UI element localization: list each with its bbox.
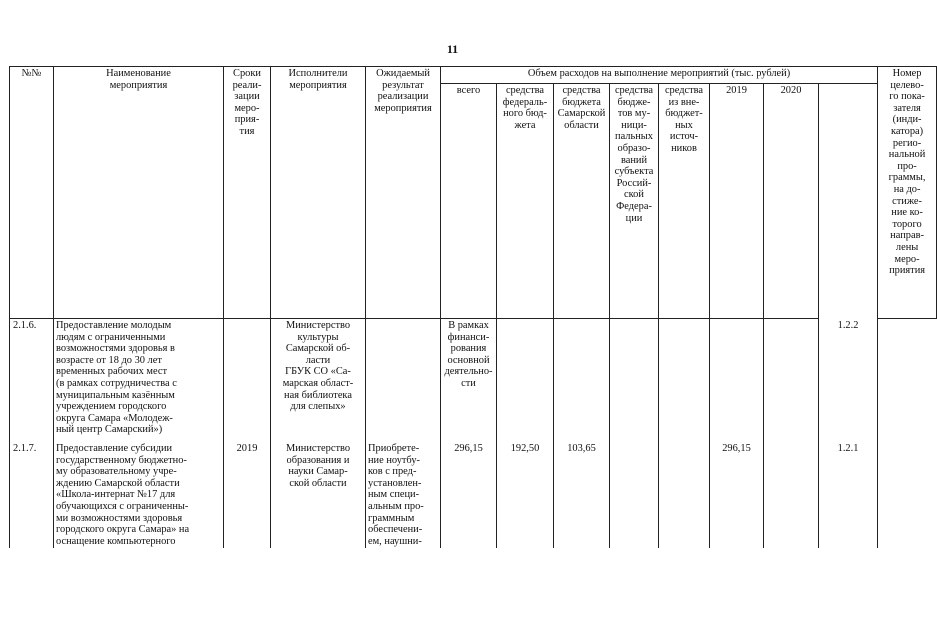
row-period [224, 319, 271, 437]
header-expected-result: Ожидаемый результат реализации мероприятия [366, 67, 441, 319]
header-name: Наименование мероприятия [54, 67, 224, 319]
row-extrabudget [659, 319, 710, 437]
row-total: 296,15 [441, 437, 497, 548]
row-executors: Министерство образования и науки Самар- ской области [271, 437, 366, 548]
header-regional-budget: средства бюджета Самарской области [554, 84, 610, 319]
row-target: 1.2.2 [819, 319, 878, 437]
header-year-2020: 2020 [764, 84, 819, 319]
row-municipal [610, 319, 659, 437]
row-2019 [710, 319, 764, 437]
row-2020 [764, 319, 819, 437]
row-executors: Министерство культуры Самарской об- ласти ГБУК СО «Са- марская област- ная библиотека для слепых» [271, 319, 366, 437]
header-municipal-budget: средства бюдже- тов му- ници- пальных образо- ваний субъекта Россий- ской Федера- ции [610, 84, 659, 319]
row-2019: 296,15 [710, 437, 764, 548]
row-federal: 192,50 [497, 437, 554, 548]
measures-table [9, 66, 937, 548]
row-federal [497, 319, 554, 437]
page-number: 11 [446, 42, 459, 56]
header-target-indicator: Номер целево- го пока- зателя (инди- катора) регио- нальной про- граммы, на до- стиже- ние ко- торого направ- лены меро- приятия [878, 67, 937, 319]
row-period: 2019 [224, 437, 271, 548]
table-row [10, 437, 937, 548]
row-number: 2.1.7. [10, 437, 54, 548]
header-expense-volume: Объем расходов на выполнение мероприятий (тыс. рублей) [441, 67, 878, 84]
row-target: 1.2.1 [819, 437, 878, 548]
header-period: Сроки реали- зации меро- прия- тия [224, 67, 271, 319]
header-num: №№ [10, 67, 54, 319]
header-federal-budget: средства федераль- ного бюд- жета [497, 84, 554, 319]
header-extrabudgetary: средства из вне- бюджет- ных источ- ников [659, 84, 710, 319]
row-name: Предоставление субсидии государственному бюджетно- му образовательному учре- ждению Самарской области «Школа-интернат №17 для обучающихся с ограниченны- ми возможностями здоровья городского округа Самара» на оснащение компьютерного [54, 437, 224, 548]
row-2020 [764, 437, 819, 548]
row-regional: 103,65 [554, 437, 610, 548]
row-expected-result: Приобрете- ние ноутбу- ков с пред- установлен- ным специ- альным про- граммным обеспечени- ем, наушни- [366, 437, 441, 548]
row-extrabudget [659, 437, 710, 548]
row-name: Предоставление молодым людям с ограниченными возможностями здоровья в возрасте от 18 до 30 лет временных рабочих мест (в рамках сотрудничества с муниципальным казённым учреждением городского округа Самара «Молодеж- ный центр Самарский») [54, 319, 224, 437]
header-year-2019: 2019 [710, 84, 764, 319]
header-total: всего [441, 84, 497, 319]
table-row [10, 319, 937, 437]
header-executors: Исполнители мероприятия [271, 67, 366, 319]
row-total: В рамках финанси- рования основной деятельно- сти [441, 319, 497, 437]
row-expected-result [366, 319, 441, 437]
row-municipal [610, 437, 659, 548]
row-number: 2.1.6. [10, 319, 54, 437]
header-row [10, 67, 937, 84]
row-regional [554, 319, 610, 437]
